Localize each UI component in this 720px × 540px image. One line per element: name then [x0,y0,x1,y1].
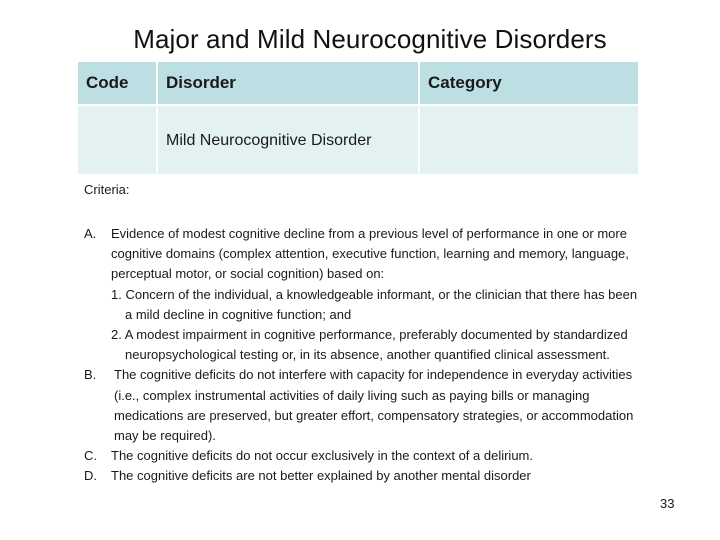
header-disorder: Disorder [157,61,419,105]
criteria-heading: Criteria: [84,182,130,197]
criterion-text: The cognitive deficits are not better explained by another mental disorder [111,468,531,484]
criterion-label: B. [84,367,97,383]
cell-category [419,105,639,175]
criterion-label: D. [84,468,97,484]
page-number: 33 [660,496,675,511]
criteria-list [84,224,644,487]
subcriterion-1: 1. Concern of the individual, a knowledgeable informant, or the clinician that there has been a mild decline in cognitive function; and [111,286,638,322]
criterion-text: The cognitive deficits do not occur exclusively in the context of a delirium. [111,448,533,464]
criterion-text: Evidence of modest cognitive decline from a previous level of performance in one or more cognitive domains (complex attention, executive function, learning and memory, language, perceptual motor, or social cognition) based on: [111,226,629,282]
header-code: Code [77,61,157,105]
criterion-d [84,466,644,486]
cell-code [77,105,157,175]
cell-disorder: Mild Neurocognitive Disorder [157,105,419,175]
slide-title: Major and Mild Neurocognitive Disorders [133,24,607,54]
criterion-b [84,365,644,446]
disorder-table [76,60,640,176]
criterion-text: The cognitive deficits do not interfere with capacity for independence in everyday activities (i.e., complex instrumental activities of daily living such as paying bills or managing medications are preserved, but greater effort, compensatory strategies, or accommodation may be required). [114,367,634,444]
criterion-c [84,446,644,466]
criterion-label: A. [84,226,97,241]
criterion-label: C. [84,448,97,464]
criterion-a-subitems [111,285,644,366]
table-header-row [77,61,639,105]
table-row [77,105,639,175]
header-category: Category [419,61,639,105]
subcriterion-2: 2. A modest impairment in cognitive performance, preferably documented by standardized neuropsychological testing or, in its absence, another quantified clinical assessment. [111,327,628,363]
criterion-a [84,224,644,365]
